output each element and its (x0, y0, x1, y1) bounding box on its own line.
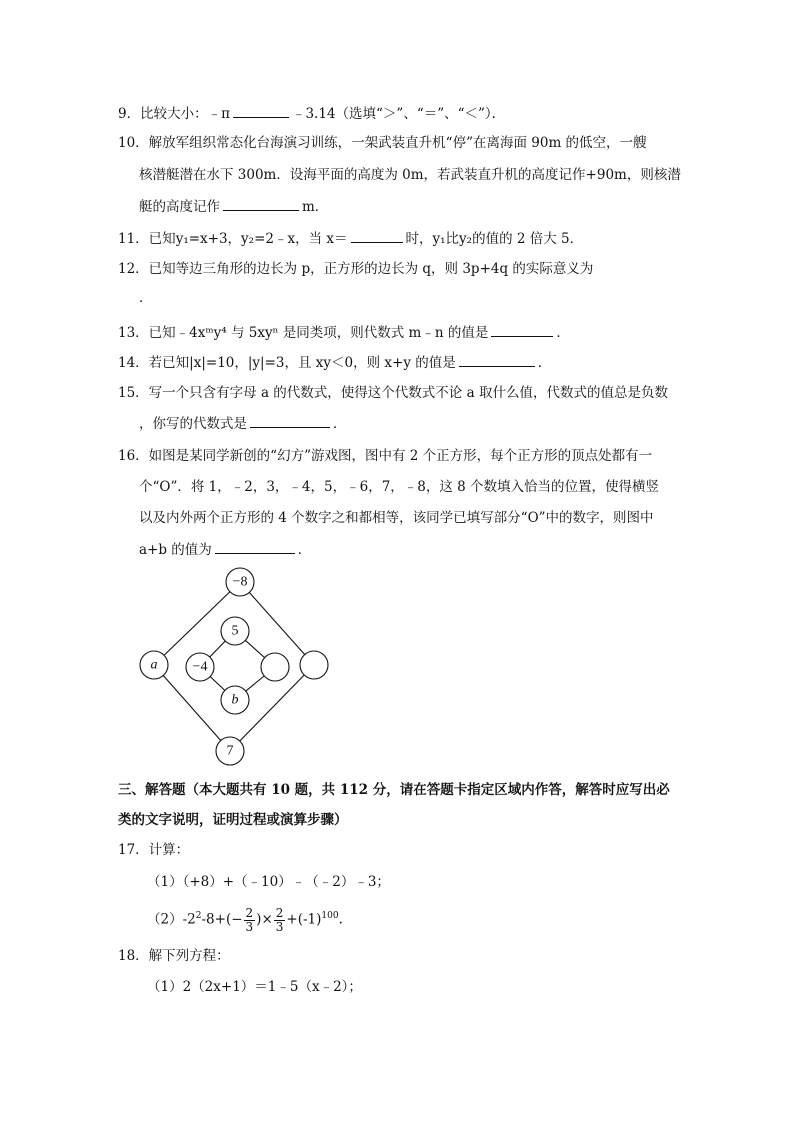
q14-answer-blank[interactable] (459, 352, 535, 367)
section3-heading-line1: 三、解答题（本大题共有 10 题，共 112 分，请在答题卡指定区域内作答，解答时应写出必 (118, 782, 670, 798)
frac1-denominator: 3 (245, 919, 254, 934)
q14-line (118, 352, 551, 373)
q17-p2-prefix: （2） (147, 911, 183, 928)
q12-line1: 12．已知等边三角形的边长为 p，正方形的边长为 q，则 3p+4q 的实际意义为 (118, 261, 594, 277)
label-inner-top: 5 (231, 623, 239, 639)
q17-title: 17．计算： (118, 842, 190, 858)
q16-line4 (139, 539, 311, 560)
circle-inner-right[interactable] (261, 653, 289, 681)
q16-line3: 以及内外两个正方形的 4 个数字之和都相等，该同学已填写部分“O”中的数字，则图中 (139, 510, 654, 526)
q11-c: 时，y₁比y₂的值的 2 倍大 5． (405, 231, 584, 247)
q14-a: 14．若已知|x|=10，|y|=3，且 xy＜0，则 x+y 的值是 (118, 355, 456, 371)
q10-answer-blank[interactable] (223, 196, 299, 211)
circle-outer-right[interactable] (300, 651, 328, 679)
q14-b: ． (537, 355, 552, 371)
label-outer-top: −8 (232, 574, 248, 590)
outer-edge-tr (240, 582, 314, 665)
q13-b: ． (556, 325, 570, 341)
q15-line2 (139, 413, 347, 434)
q9-answer-blank[interactable] (233, 103, 289, 118)
q16-line1: 16．如图是某同学新创的“幻方”游戏图，图中有 2 个正方形，每个正方形的顶点处都有一 (118, 448, 653, 464)
q11-a: 11．已知 (118, 231, 176, 247)
q17-p2-d: +(-1) (286, 911, 322, 928)
section3-heading-line2: 类的文字说明，证明过程或演算步骤） (118, 812, 348, 828)
q15-line1: 15．写一个只含有字母 a 的代数式，使得这个代数式不论 a 取什么值，代数式的值总是负数 (118, 385, 668, 401)
q17-p2-exp2: 100 (321, 911, 339, 921)
q9-text-a: 9．比较大小：﹣π (118, 106, 230, 122)
label-outer-bottom: 7 (226, 743, 234, 759)
q17-part2 (147, 903, 343, 934)
q10-line3b: m． (302, 199, 329, 215)
q17-p2-a: -2 (182, 911, 196, 928)
label-outer-left: a (150, 657, 158, 673)
q18-title: 18．解下列方程： (118, 948, 230, 964)
label-inner-bottom: b (231, 692, 239, 708)
q10-line2: 核潜艇潜在水下 300m．设海平面的高度为 0m，若武装直升机的高度记作+90m，则核潜 (139, 167, 681, 183)
q11-line (118, 228, 583, 249)
frac2-numerator: 2 (275, 905, 284, 920)
q11-b: y₁=x+3，y₂=2﹣x，当 x＝ (175, 231, 348, 247)
q16-answer-blank[interactable] (215, 539, 295, 554)
q17-p2-c: )× (256, 911, 273, 928)
q13-line (118, 322, 570, 343)
q10-line1: 10．解放军组织常态化台海演习训练，一架武装直升机“停”在离海面 90m 的低空，一艘 (118, 135, 647, 151)
frac2-denominator: 3 (275, 919, 284, 934)
q17-fraction-1 (244, 907, 256, 934)
q17-fraction-2 (274, 907, 286, 934)
q16-line2: 个“O”．将 1，﹣2，3，﹣4，5，﹣6，7，﹣8，这 8 个数填入恰当的位置，使得横竖 (139, 479, 660, 495)
q9-line (118, 103, 505, 124)
q17-p2-end: . (338, 911, 343, 928)
q15-answer-blank[interactable] (250, 413, 330, 428)
q16-line4b: ． (297, 542, 312, 558)
q10-line3a: 艇的高度记作 (139, 199, 220, 215)
magic-square-figure (134, 565, 334, 770)
q15-line2b: ． (333, 416, 347, 432)
q13-answer-blank[interactable] (491, 322, 553, 337)
q10-line3 (139, 196, 328, 217)
q13-a: 13．已知﹣4xᵐy⁴ 与 5xyⁿ 是同类项，则代数式 m﹣n 的值是 (118, 325, 489, 341)
q9-text-b: ﹣3.14（选填“＞”、“＝”、“＜”）． (291, 106, 506, 122)
frac1-numerator: 2 (245, 905, 254, 920)
q16-line4a: a+b 的值为 (139, 542, 212, 558)
q17-p2-b: -8+(− (201, 911, 243, 928)
q18-part1: （1）2（2x+1）＝1﹣5（x﹣2）； (147, 979, 362, 995)
q12-line2: ． (139, 290, 153, 306)
q17-p2-exp: 2 (195, 911, 202, 921)
q15-line2a: ，你写的代数式是 (139, 416, 247, 432)
label-inner-left: −4 (192, 659, 208, 675)
q17-part1: （1）（+8）+（﹣10）﹣（﹣2）﹣3； (147, 874, 390, 890)
q11-answer-blank[interactable] (351, 228, 403, 243)
